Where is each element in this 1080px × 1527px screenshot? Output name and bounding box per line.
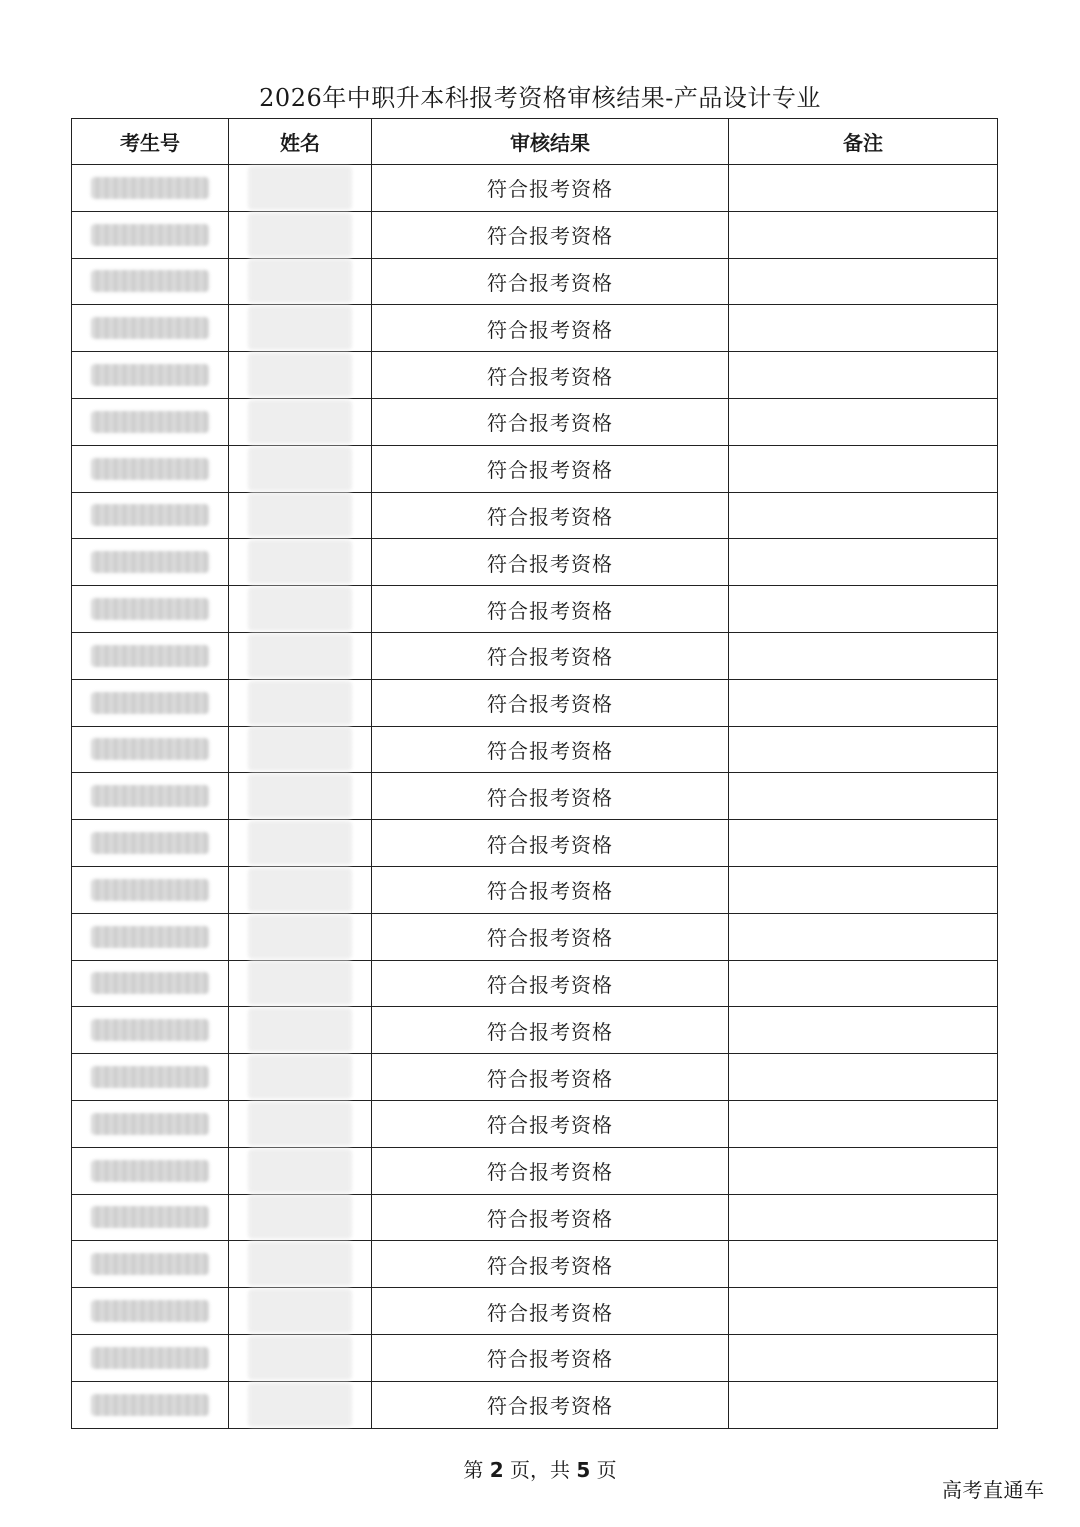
cell-remarks: [729, 1194, 998, 1241]
cell-name: [229, 913, 372, 960]
redacted-name: [248, 213, 352, 257]
redacted-exam-number: [91, 1066, 209, 1088]
cell-review-result: 符合报考资格: [372, 258, 729, 305]
cell-name: [229, 820, 372, 867]
cell-exam-number: [72, 445, 229, 492]
document-title: 2026年中职升本科报考资格审核结果-产品设计专业: [259, 84, 821, 112]
cell-remarks: [729, 445, 998, 492]
cell-remarks: [729, 726, 998, 773]
redacted-name: [248, 1242, 352, 1286]
cell-review-result: 符合报考资格: [372, 165, 729, 212]
redacted-name: [248, 587, 352, 631]
redacted-exam-number: [91, 1347, 209, 1369]
redacted-name: [248, 1383, 352, 1427]
cell-review-result: 符合报考资格: [372, 632, 729, 679]
cell-remarks: [729, 1007, 998, 1054]
table-row: [72, 211, 998, 258]
table-row: [72, 258, 998, 305]
cell-review-result: 符合报考资格: [372, 1334, 729, 1381]
cell-remarks: [729, 866, 998, 913]
redacted-name: [248, 1149, 352, 1193]
cell-review-result: 符合报考资格: [372, 211, 729, 258]
page-footer: [0, 1455, 1080, 1485]
page-prefix: 第: [463, 1458, 484, 1482]
redacted-name: [248, 306, 352, 350]
cell-review-result: 符合报考资格: [372, 726, 729, 773]
redacted-exam-number: [91, 270, 209, 292]
cell-exam-number: [72, 1381, 229, 1428]
cell-review-result: 符合报考资格: [372, 1194, 729, 1241]
cell-name: [229, 1054, 372, 1101]
redacted-exam-number: [91, 411, 209, 433]
cell-name: [229, 1241, 372, 1288]
page-total: 5: [576, 1458, 591, 1482]
page-current: 2: [489, 1458, 504, 1482]
cell-exam-number: [72, 632, 229, 679]
redacted-name: [248, 634, 352, 678]
cell-name: [229, 726, 372, 773]
cell-review-result: 符合报考资格: [372, 1100, 729, 1147]
redacted-exam-number: [91, 1113, 209, 1135]
redacted-exam-number: [91, 1300, 209, 1322]
redacted-name: [248, 1008, 352, 1052]
cell-remarks: [729, 539, 998, 586]
cell-name: [229, 773, 372, 820]
table-row: [72, 1147, 998, 1194]
cell-exam-number: [72, 820, 229, 867]
redacted-exam-number: [91, 738, 209, 760]
redacted-name: [248, 915, 352, 959]
cell-remarks: [729, 1147, 998, 1194]
redacted-name: [248, 1102, 352, 1146]
cell-exam-number: [72, 866, 229, 913]
redacted-name: [248, 1195, 352, 1239]
redacted-name: [248, 681, 352, 725]
cell-review-result: 符合报考资格: [372, 1147, 729, 1194]
cell-exam-number: [72, 913, 229, 960]
redacted-exam-number: [91, 645, 209, 667]
cell-name: [229, 258, 372, 305]
table-body: [72, 165, 998, 1429]
cell-remarks: [729, 211, 998, 258]
table-row: [72, 1194, 998, 1241]
table-row: [72, 773, 998, 820]
cell-name: [229, 1100, 372, 1147]
cell-name: [229, 492, 372, 539]
cell-remarks: [729, 1100, 998, 1147]
redacted-name: [248, 493, 352, 537]
cell-exam-number: [72, 539, 229, 586]
cell-exam-number: [72, 1334, 229, 1381]
redacted-exam-number: [91, 1019, 209, 1041]
table-row: [72, 679, 998, 726]
redacted-exam-number: [91, 598, 209, 620]
cell-name: [229, 352, 372, 399]
cell-exam-number: [72, 1288, 229, 1335]
redacted-name: [248, 353, 352, 397]
cell-name: [229, 305, 372, 352]
cell-name: [229, 165, 372, 212]
cell-exam-number: [72, 1054, 229, 1101]
table-row: [72, 726, 998, 773]
cell-exam-number: [72, 1241, 229, 1288]
redacted-exam-number: [91, 364, 209, 386]
table-row: [72, 1381, 998, 1428]
redacted-name: [248, 166, 352, 210]
cell-exam-number: [72, 492, 229, 539]
cell-name: [229, 1007, 372, 1054]
cell-review-result: 符合报考资格: [372, 586, 729, 633]
cell-review-result: 符合报考资格: [372, 1381, 729, 1428]
cell-exam-number: [72, 305, 229, 352]
page-mid: 页，共: [510, 1458, 570, 1482]
redacted-name: [248, 1336, 352, 1380]
table-row: [72, 352, 998, 399]
cell-exam-number: [72, 1100, 229, 1147]
cell-exam-number: [72, 211, 229, 258]
cell-exam-number: [72, 398, 229, 445]
cell-remarks: [729, 1054, 998, 1101]
cell-review-result: 符合报考资格: [372, 773, 729, 820]
table-header-row: [72, 119, 998, 165]
cell-remarks: [729, 913, 998, 960]
cell-review-result: 符合报考资格: [372, 1054, 729, 1101]
redacted-exam-number: [91, 224, 209, 246]
table-row: [72, 960, 998, 1007]
redacted-exam-number: [91, 785, 209, 807]
cell-review-result: 符合报考资格: [372, 866, 729, 913]
redacted-exam-number: [91, 926, 209, 948]
redacted-name: [248, 774, 352, 818]
cell-name: [229, 539, 372, 586]
redacted-name: [248, 1055, 352, 1099]
redacted-exam-number: [91, 177, 209, 199]
table-row: [72, 445, 998, 492]
cell-exam-number: [72, 258, 229, 305]
cell-name: [229, 1194, 372, 1241]
cell-exam-number: [72, 960, 229, 1007]
cell-exam-number: [72, 1194, 229, 1241]
table-row: [72, 165, 998, 212]
table-row: [72, 866, 998, 913]
cell-review-result: 符合报考资格: [372, 1007, 729, 1054]
cell-remarks: [729, 398, 998, 445]
redacted-exam-number: [91, 317, 209, 339]
results-table: [71, 118, 998, 1429]
cell-exam-number: [72, 1007, 229, 1054]
redacted-name: [248, 727, 352, 771]
cell-remarks: [729, 165, 998, 212]
redacted-exam-number: [91, 1394, 209, 1416]
cell-review-result: 符合报考资格: [372, 1288, 729, 1335]
cell-remarks: [729, 586, 998, 633]
redacted-name: [248, 868, 352, 912]
table-row: [72, 1100, 998, 1147]
redacted-name: [248, 1289, 352, 1333]
table-row: [72, 539, 998, 586]
cell-exam-number: [72, 726, 229, 773]
table-row: [72, 820, 998, 867]
table-row: [72, 1241, 998, 1288]
cell-review-result: 符合报考资格: [372, 492, 729, 539]
cell-exam-number: [72, 679, 229, 726]
cell-exam-number: [72, 165, 229, 212]
cell-name: [229, 1147, 372, 1194]
redacted-exam-number: [91, 692, 209, 714]
redacted-name: [248, 821, 352, 865]
cell-review-result: 符合报考资格: [372, 960, 729, 1007]
redacted-exam-number: [91, 1160, 209, 1182]
cell-exam-number: [72, 773, 229, 820]
cell-remarks: [729, 352, 998, 399]
cell-remarks: [729, 1241, 998, 1288]
redacted-name: [248, 540, 352, 584]
cell-name: [229, 960, 372, 1007]
page-suffix: 页: [596, 1458, 617, 1482]
cell-name: [229, 398, 372, 445]
cell-name: [229, 445, 372, 492]
table-row: [72, 492, 998, 539]
cell-remarks: [729, 492, 998, 539]
table-row: [72, 305, 998, 352]
cell-name: [229, 632, 372, 679]
table-row: [72, 586, 998, 633]
table-row: [72, 1334, 998, 1381]
cell-name: [229, 866, 372, 913]
cell-exam-number: [72, 1147, 229, 1194]
cell-remarks: [729, 1381, 998, 1428]
redacted-exam-number: [91, 1206, 209, 1228]
redacted-exam-number: [91, 504, 209, 526]
cell-review-result: 符合报考资格: [372, 539, 729, 586]
cell-review-result: 符合报考资格: [372, 445, 729, 492]
cell-exam-number: [72, 352, 229, 399]
redacted-exam-number: [91, 879, 209, 901]
watermark-text: 高考直通车: [942, 1478, 1045, 1502]
cell-remarks: [729, 1288, 998, 1335]
cell-review-result: 符合报考资格: [372, 352, 729, 399]
cell-name: [229, 679, 372, 726]
table-row: [72, 913, 998, 960]
cell-name: [229, 211, 372, 258]
redacted-exam-number: [91, 1253, 209, 1275]
cell-name: [229, 586, 372, 633]
cell-remarks: [729, 632, 998, 679]
cell-review-result: 符合报考资格: [372, 305, 729, 352]
header-remarks: 备注: [729, 119, 998, 165]
cell-name: [229, 1288, 372, 1335]
redacted-name: [248, 400, 352, 444]
table-row: [72, 1288, 998, 1335]
redacted-exam-number: [91, 551, 209, 573]
table-row: [72, 632, 998, 679]
cell-remarks: [729, 1334, 998, 1381]
table-row: [72, 1007, 998, 1054]
cell-name: [229, 1381, 372, 1428]
cell-remarks: [729, 820, 998, 867]
cell-remarks: [729, 679, 998, 726]
cell-remarks: [729, 258, 998, 305]
redacted-exam-number: [91, 832, 209, 854]
cell-review-result: 符合报考资格: [372, 398, 729, 445]
cell-exam-number: [72, 586, 229, 633]
redacted-name: [248, 961, 352, 1005]
redacted-exam-number: [91, 458, 209, 480]
cell-remarks: [729, 960, 998, 1007]
header-exam-number: 考生号: [72, 119, 229, 165]
table-row: [72, 398, 998, 445]
cell-review-result: 符合报考资格: [372, 913, 729, 960]
cell-name: [229, 1334, 372, 1381]
redacted-name: [248, 447, 352, 491]
cell-review-result: 符合报考资格: [372, 679, 729, 726]
table-row: [72, 1054, 998, 1101]
cell-remarks: [729, 773, 998, 820]
header-review-result: 审核结果: [372, 119, 729, 165]
header-name: 姓名: [229, 119, 372, 165]
cell-review-result: 符合报考资格: [372, 820, 729, 867]
cell-remarks: [729, 305, 998, 352]
cell-review-result: 符合报考资格: [372, 1241, 729, 1288]
redacted-exam-number: [91, 972, 209, 994]
redacted-name: [248, 259, 352, 303]
